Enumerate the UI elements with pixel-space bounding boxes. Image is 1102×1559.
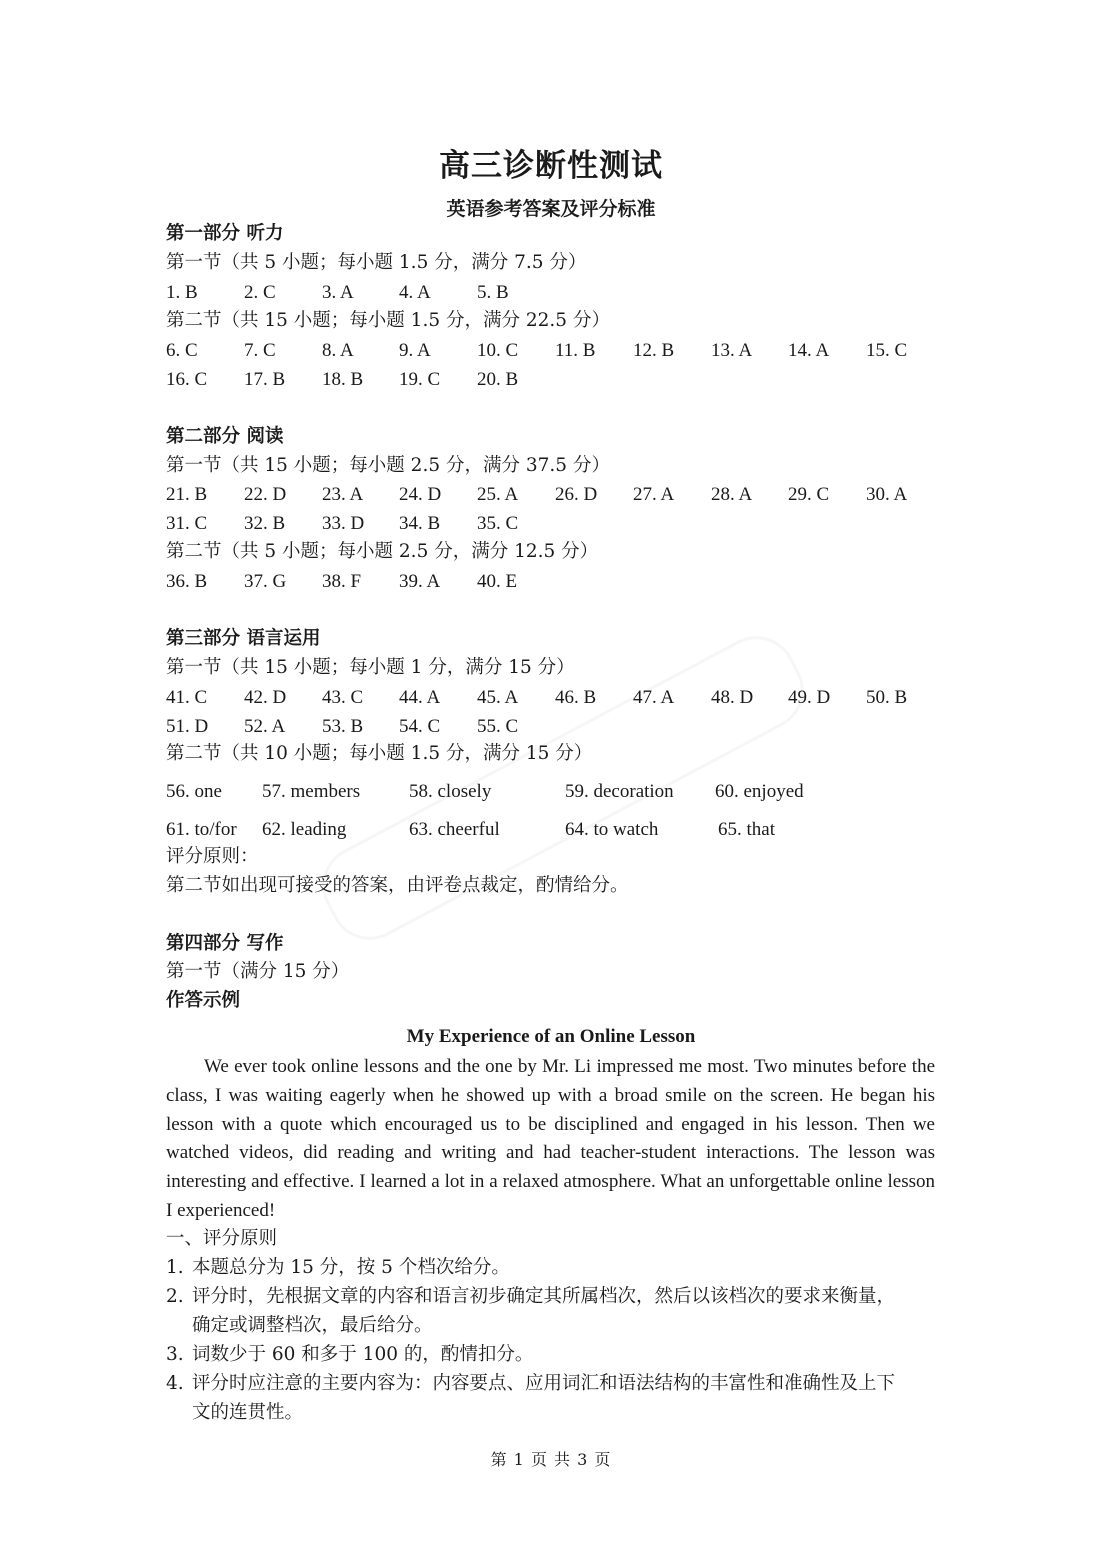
answer-item: 50. B (866, 687, 908, 708)
answer-item: 49. D (788, 687, 831, 708)
answer-item: 20. B (477, 369, 519, 390)
principle-text: 本题总分为 15 分，按 5 个档次给分。 (192, 1257, 510, 1278)
answer-item: 13. A (711, 340, 753, 361)
part2-heading: 第二部分 阅读 (166, 426, 284, 447)
answer-item: 15. C (866, 340, 908, 361)
answer-item: 21. B (166, 484, 208, 505)
principles-heading: 一、评分原则 (166, 1228, 278, 1249)
answer-item: 37. G (244, 571, 287, 592)
part3-sec2-heading: 第二节（共 10 小题；每小题 1.5 分，满分 15 分） (166, 743, 593, 764)
answer-item: 33. D (322, 513, 365, 534)
answer-item: 31. C (166, 513, 208, 534)
answer-item: 55. C (477, 716, 519, 737)
part1-heading: 第一部分 听力 (166, 223, 284, 244)
page-footer: 第 1 页 共 3 页 (490, 1450, 612, 1469)
part2-sec1-heading: 第一节（共 15 小题；每小题 2.5 分，满分 37.5 分） (166, 455, 610, 476)
part3-sec1-heading: 第一节（共 15 小题；每小题 1 分，满分 15 分） (166, 657, 575, 678)
principle-number: 4. (166, 1373, 184, 1394)
answer-item: 52. A (244, 716, 286, 737)
answer-item: 40. E (477, 571, 518, 592)
answer-item: 27. A (633, 484, 675, 505)
answer-item: 38. F (322, 571, 362, 592)
answer-item: 16. C (166, 369, 208, 390)
principle-text: 确定或调整档次，最后给分。 (192, 1315, 433, 1336)
part4-sec1-heading: 第一节（满分 15 分） (166, 961, 350, 982)
principle-text: 评分时，先根据文章的内容和语言初步确定其所属档次，然后以该档次的要求来衡量， (192, 1286, 896, 1307)
answer-item: 28. A (711, 484, 753, 505)
answer-item: 43. C (322, 687, 364, 708)
answer-item: 11. B (555, 340, 596, 361)
answer-item: 5. B (477, 282, 509, 303)
answer-item: 60. enjoyed (715, 781, 804, 802)
answer-item: 23. A (322, 484, 364, 505)
answer-item: 41. C (166, 687, 208, 708)
part3-rule-text: 第二节如出现可接受的答案，由评卷点裁定，酌情给分。 (166, 875, 629, 896)
principle-text: 评分时应注意的主要内容为：内容要点、应用词汇和语法结构的丰富性和准确性及上下 (192, 1373, 896, 1394)
answer-item: 51. D (166, 716, 209, 737)
answer-item: 30. A (866, 484, 908, 505)
answer-item: 34. B (399, 513, 441, 534)
answer-item: 7. C (244, 340, 276, 361)
answer-item: 57. members (262, 781, 361, 802)
part4-heading: 第四部分 写作 (166, 933, 284, 954)
answer-item: 4. A (399, 282, 431, 303)
principle-text: 文的连贯性。 (192, 1402, 304, 1423)
answer-item: 3. A (322, 282, 354, 303)
answer-item: 63. cheerful (409, 819, 500, 840)
answer-item: 35. C (477, 513, 519, 534)
essay-body: We ever took online lessons and the one by Mr. Li impressed me most. Two minutes before the class, I was waiting eagerly when he showed up with a broad smile on the screen. He began his lesson with a quote which encouraged us to be disciplined and engaged in his lesson. Then we watched videos, did reading and writing and had teacher-student interactions. The lesson was interesting and effective. I learned a lot in a relaxed atmosphere. What an unforgettable online lesson I experienced! (166, 1056, 935, 1221)
answer-item: 6. C (166, 340, 198, 361)
part1-sec1-heading: 第一节（共 5 小题；每小题 1.5 分，满分 7.5 分） (166, 252, 587, 273)
part3-rule-label: 评分原则： (166, 846, 259, 867)
answer-item: 12. B (633, 340, 675, 361)
answer-item: 42. D (244, 687, 287, 708)
essay-title: My Experience of an Online Lesson (406, 1026, 696, 1047)
answer-item: 47. A (633, 687, 675, 708)
principle-number: 3. (166, 1344, 184, 1365)
answer-item: 64. to watch (565, 819, 659, 840)
part1-sec2-heading: 第二节（共 15 小题；每小题 1.5 分，满分 22.5 分） (166, 310, 610, 331)
answer-item: 29. C (788, 484, 830, 505)
answer-item: 1. B (166, 282, 198, 303)
answer-item: 65. that (718, 819, 775, 840)
part2-sec2-heading: 第二节（共 5 小题；每小题 2.5 分，满分 12.5 分） (166, 541, 599, 562)
answer-item: 14. A (788, 340, 830, 361)
answer-item: 2. C (244, 282, 276, 303)
answer-item: 22. D (244, 484, 287, 505)
answer-item: 18. B (322, 369, 364, 390)
answer-item: 32. B (244, 513, 286, 534)
answer-item: 19. C (399, 369, 441, 390)
answer-item: 17. B (244, 369, 286, 390)
answer-item: 56. one (166, 781, 222, 802)
answer-item: 10. C (477, 340, 519, 361)
answer-item: 62. leading (262, 819, 347, 840)
part3-heading: 第三部分 语言运用 (166, 628, 321, 649)
answer-item: 48. D (711, 687, 754, 708)
answer-item: 26. D (555, 484, 598, 505)
answer-item: 54. C (399, 716, 441, 737)
principle-number: 1. (166, 1257, 184, 1278)
sample-label: 作答示例 (166, 990, 241, 1011)
answer-item: 36. B (166, 571, 208, 592)
principle-text: 词数少于 60 和多于 100 的，酌情扣分。 (192, 1344, 534, 1365)
answer-item: 24. D (399, 484, 442, 505)
answer-item: 44. A (399, 687, 441, 708)
answer-item: 61. to/for (166, 819, 237, 840)
answer-item: 58. closely (409, 781, 492, 802)
answer-item: 8. A (322, 340, 354, 361)
answer-item: 25. A (477, 484, 519, 505)
answer-item: 53. B (322, 716, 364, 737)
answer-item: 46. B (555, 687, 597, 708)
answer-item: 39. A (399, 571, 441, 592)
page-title: 高三诊断性测试 (439, 148, 663, 184)
principle-number: 2. (166, 1286, 184, 1307)
answer-item: 9. A (399, 340, 431, 361)
answer-item: 45. A (477, 687, 519, 708)
page-subtitle: 英语参考答案及评分标准 (446, 198, 656, 220)
answer-item: 59. decoration (565, 781, 674, 802)
